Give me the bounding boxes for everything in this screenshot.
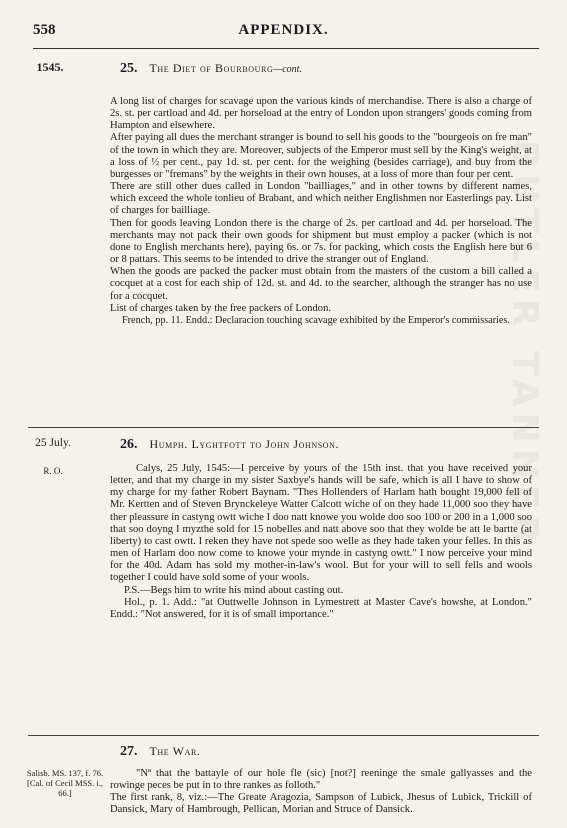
header-rule: [33, 48, 539, 49]
section-27-body: [110, 768, 532, 817]
section-27-heading: [120, 744, 537, 760]
margin-date: 25 July.: [35, 437, 71, 449]
margin-ref: R. O.: [43, 466, 63, 476]
section-divider: [28, 427, 539, 428]
running-head: APPENDIX.: [238, 22, 329, 38]
section-number: 25.: [120, 61, 138, 76]
watermark: BUTLER TANNER: [504, 140, 545, 550]
paragraph: List of charges taken by the free packers of London.: [110, 302, 332, 314]
endorsement-note: French, pp. 11. Endd.: Declaracion touching scavage exhibited by the Emperor's commissaries.: [122, 314, 510, 326]
section-26-heading: [120, 437, 537, 453]
section-25-heading: [120, 61, 537, 77]
paragraph: Then for goods leaving London there is the charge of 2s. per cartload and 4d. per horseload. The merchants may not pack their own goods for shipment but must employ a packer (which is not done to English merchants here), paying 6s. or 7s. for packing, which costs the English here but 6 or 8 pattars. This seems to be intended to drive the stranger out of England.: [110, 217, 532, 266]
section-title: Humph. Lyghtfott to John Johnson.: [149, 437, 340, 451]
paragraph: P.S.—Begs him to write his mind about casting out.: [124, 584, 344, 596]
paragraph: There are still other dues called in London "bailliages," and in other towns by different names, which exceed the whole tonlieu of Brabant, and which neither Englishmen nor Easterlings pay. List of charges for bailliage.: [110, 181, 532, 217]
paragraph: A long list of charges for scavage upon the various kinds of merchandise. There is also a charge of 2s. st. per cartload and 4d. per horseload at the entry of London upon strangers' goods coming from Hampton and elsewhere.: [110, 96, 532, 132]
section-number: 26.: [120, 437, 138, 452]
section-25-body: [110, 96, 532, 327]
page-number: 558: [33, 22, 56, 38]
section-title: The Diet of Bourbourg: [149, 61, 274, 75]
paragraph: When the goods are packed the packer must obtain from the masters of the custom a bill called a cocquet at a cost for each ship of 12d. st. and 4d. to the searcher, although the stranger has no use for a cocquet.: [110, 266, 532, 302]
page-header: [0, 22, 567, 44]
margin-year: 1545.: [36, 60, 64, 74]
margin-ref: Salisb. MS. 137, f. 76. [Cal. of Cecil MSS. i., 66.]: [26, 768, 104, 798]
paragraph: After paying all dues the merchant stranger is bound to sell his goods to the "bourgeois on fre man" of the town in which they are. Moreover, subjects of the Emperor must sell by the King's weight, at a loss of ½ per cent., pay 1d. st. per cent. for the weighing (besides carriage), and buy from the burgesses or "fremans" by the weights in their own houses, at a loss of more than four per cent.: [110, 132, 532, 180]
paragraph: The first rank, 8, viz.:—The Greate Aragozia, Sampson of Lubick, Jhesus of Lubick, Trickill of Dansick, Mary of Hambrough, Pellican, Morian and Struce of Dansick.: [110, 792, 532, 816]
section-divider: [28, 735, 539, 736]
section-cont: —cont.: [273, 64, 302, 75]
section-26-body: [110, 463, 532, 621]
paragraph: "Nª that the battayle of our hole fle (sic) [not?] reeninge the smale gallyasses and the rowinge peces be put in to thre rankes as folloth.": [110, 768, 532, 792]
section-number: 27.: [120, 744, 138, 759]
section-title: The War.: [149, 744, 201, 758]
endorsement-note: Hol., p. 1. Add.: "at Outtwelle Johnson in Lymestrett at Master Cave's howshe, at London." Endd.: "Not answered, for it is of small importance.": [110, 596, 532, 620]
paragraph: Calys, 25 July, 1545:—I perceive by yours of the 15th inst. that you have received your letter, and that my charge in my sister Saxbye's hands will be safe, which is all I have to show of my charge for my father Robert Baynam. "Thes Hollenders of Harlam hath bought 19,000 fell of Mr. Kertten and of Steven Brynckeleye Watter Calcott wiche of on they hade 11,000 soo they have ther pleassure in castyng owtt wiche I doo natt knowe you wolde doo soo 100 or 200 in a 1,000 soo that soo doyng I myzthe sold for 15 nobelles and natt above soo that they wolde be att le bartte (at liberty) to cast owtt. I reken they have not spede soo welle as they hade taken your felles. In this as men of Harlam doo now come to knowe your mynde in castyng owtt." I now perceive your mind for the 40d. Adam has sold my mother-in-law's wool. But for your will to sell fells and wools together I could have sold some of your wools.: [110, 463, 532, 584]
